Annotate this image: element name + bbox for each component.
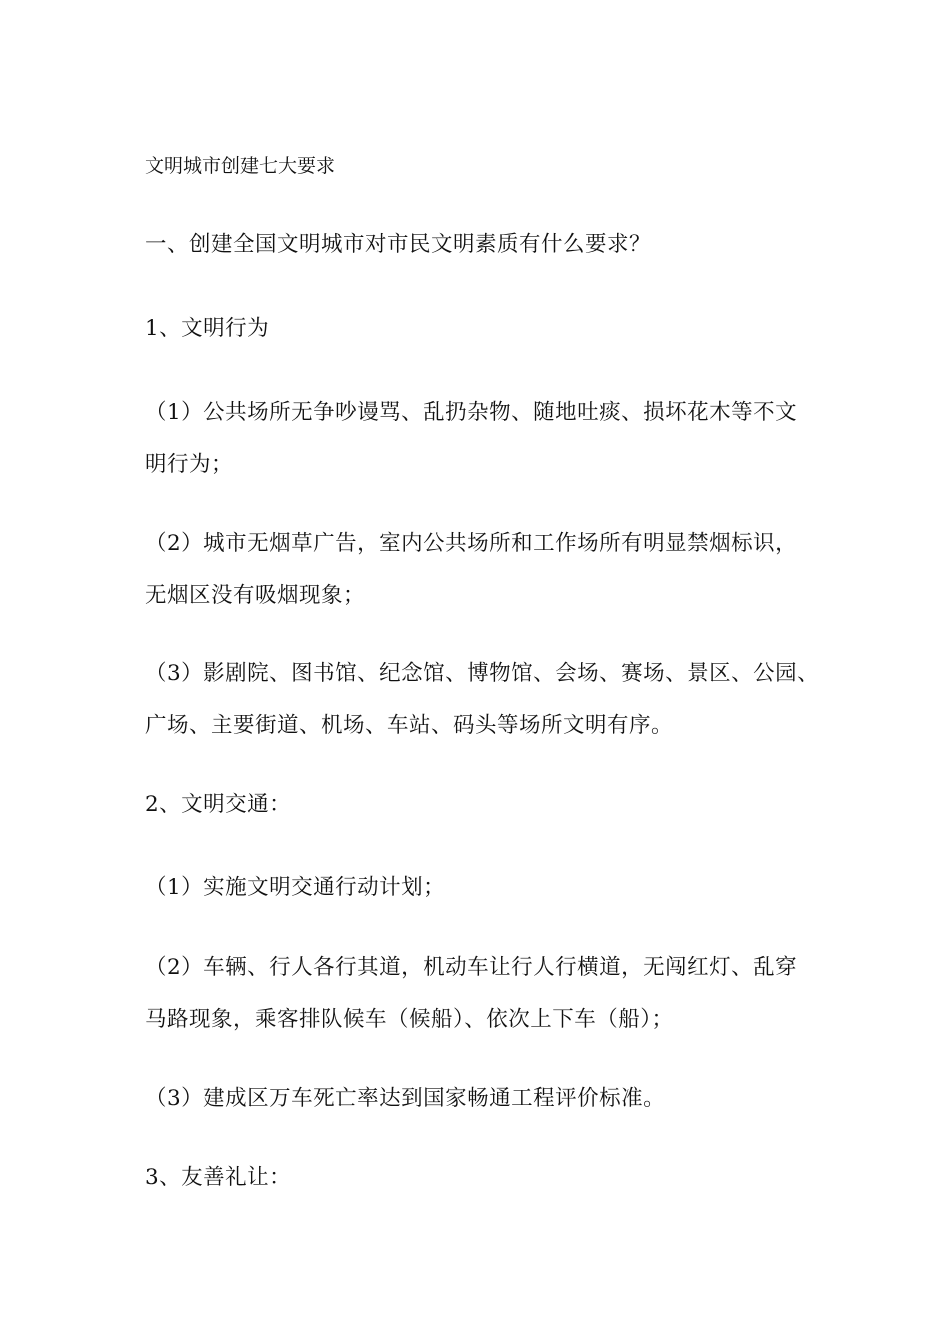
paragraph-traffic-1 (145, 862, 810, 914)
text-line: （3）影剧院、图书馆、纪念馆、博物馆、会场、赛场、景区、公园、 (145, 661, 820, 686)
text-line: （2）车辆、行人各行其道，机动车让行人行横道，无闯红灯、乱穿 (145, 955, 798, 980)
heading-section-1 (145, 219, 810, 271)
text-line: 1、文明行为 (145, 316, 270, 341)
text-line: （2）城市无烟草广告，室内公共场所和工作场所有明显禁烟标识， (145, 531, 798, 556)
text-line: （1）公共场所无争吵谩骂、乱扔杂物、随地吐痰、损坏花木等不文 (145, 400, 798, 425)
paragraph-traffic-3 (145, 1073, 810, 1125)
document-title: 文明城市创建七大要求 (145, 155, 336, 177)
heading-civilized-traffic (145, 779, 810, 831)
heading-friendly-courtesy (145, 1152, 810, 1204)
text-line: 3、友善礼让： (145, 1165, 292, 1190)
paragraph-behavior-3 (145, 648, 820, 752)
text-line: 明行为； (145, 452, 234, 477)
paragraph-behavior-1 (145, 387, 810, 491)
text-line: 一、创建全国文明城市对市民文明素质有什么要求？ (145, 232, 652, 257)
text-line: 无烟区没有吸烟现象； (145, 583, 366, 608)
text-line: （3）建成区万车死亡率达到国家畅通工程评价标准。 (145, 1086, 666, 1111)
text-line: 2、文明交通： (145, 792, 292, 817)
text-line: 马路现象，乘客排队候车（候船）、依次上下车（船）； (145, 1007, 674, 1032)
text-line: （1）实施文明交通行动计划； (145, 875, 446, 900)
heading-civilized-behavior (145, 303, 810, 355)
text-line: 广场、主要街道、机场、车站、码头等场所文明有序。 (145, 713, 674, 738)
paragraph-traffic-2 (145, 942, 810, 1046)
paragraph-behavior-2 (145, 518, 810, 622)
